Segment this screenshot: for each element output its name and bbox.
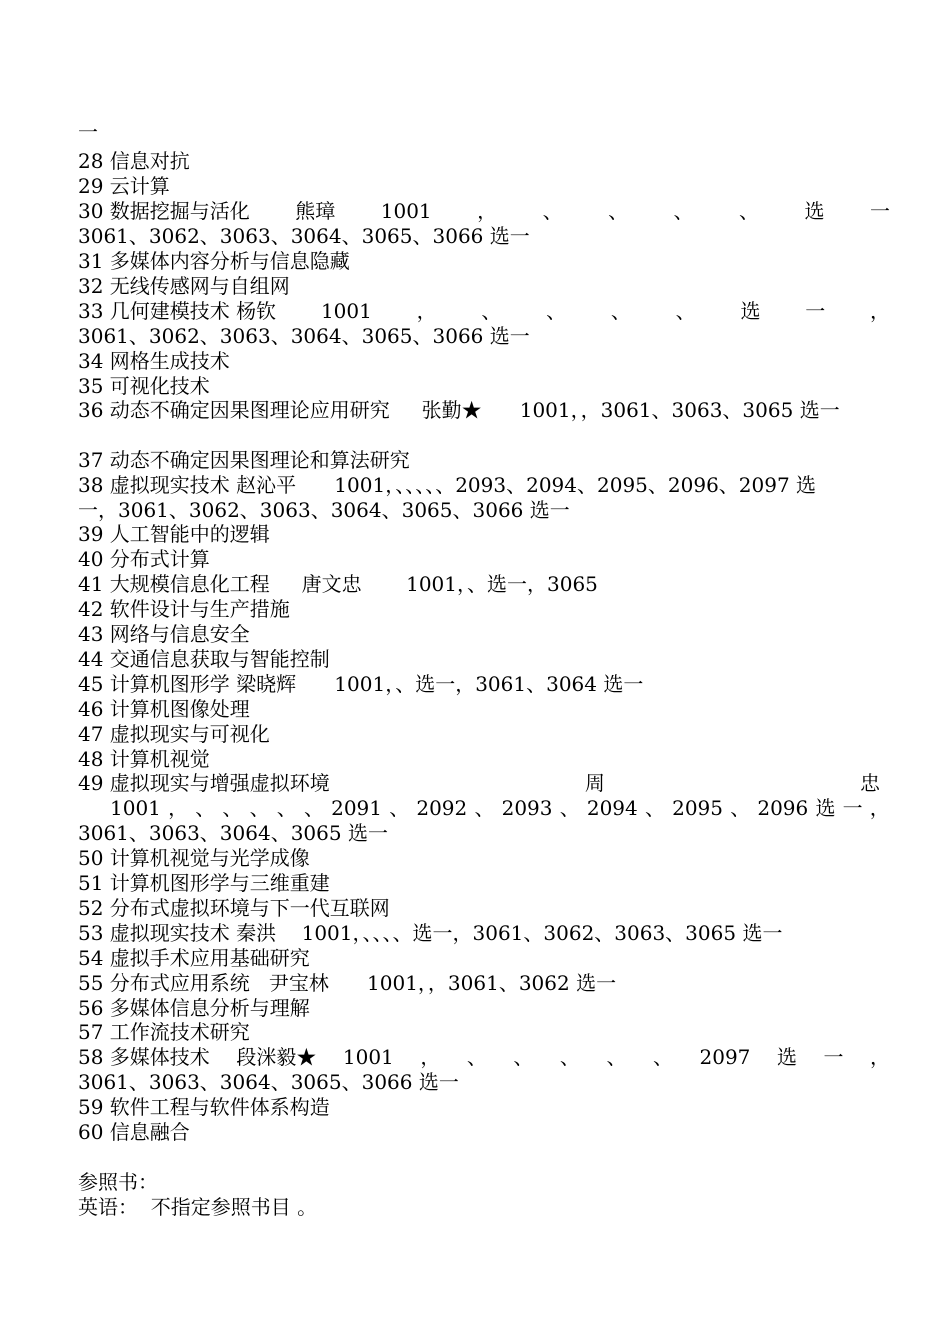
text-line: 29 云计算	[78, 174, 170, 198]
text-token: 选	[776, 1045, 797, 1069]
text-line: 57 工作流技术研究	[78, 1020, 250, 1044]
text-line: 3061、3062、3063、3064、3065、3066 选一	[78, 224, 530, 248]
text-token: 段洣毅★	[236, 1045, 317, 1069]
text-token: 、	[730, 796, 751, 820]
text-token: 、	[644, 796, 665, 820]
text-line: 60 信息融合	[78, 1120, 190, 1144]
text-token: 1001	[380, 199, 432, 223]
references-english: 英语： 不指定参照书目 。	[78, 1195, 318, 1219]
text-token: 选	[815, 796, 836, 820]
text-line: 37 动态不确定因果图理论和算法研究	[78, 448, 410, 472]
text-line: 56 多媒体信息分析与理解	[78, 996, 310, 1020]
text-token: 、	[608, 199, 629, 223]
text-token: ，	[477, 199, 498, 223]
text-token: 、	[606, 1045, 627, 1069]
text-token: 、	[559, 1045, 580, 1069]
text-token: 1001	[342, 1045, 394, 1069]
references-heading: 参照书：	[78, 1170, 158, 1194]
text-token: 一	[805, 299, 826, 323]
text-line: 32 无线传感网与自组网	[78, 274, 290, 298]
text-token: 、	[513, 1045, 534, 1069]
text-line: 44 交通信息获取与智能控制	[78, 647, 330, 671]
text-token: 、	[546, 299, 567, 323]
text-token: 、	[610, 299, 631, 323]
text-token: 一	[842, 796, 863, 820]
justified-line	[78, 1045, 890, 1070]
text-line: 42 软件设计与生产措施	[78, 597, 290, 621]
text-line: 36 动态不确定因果图理论应用研究 张勤★ 1001，，3061、3063、3065 选一	[78, 398, 840, 422]
text-token: 、	[474, 796, 495, 820]
text-token: ，	[416, 299, 437, 323]
justified-line	[110, 796, 890, 821]
text-token: ，	[420, 1045, 441, 1069]
justified-line	[78, 199, 890, 224]
text-line: 43 网络与信息安全	[78, 622, 250, 646]
text-line: 31 多媒体内容分析与信息隐藏	[78, 249, 350, 273]
text-token: 30 数据挖掘与活化	[78, 199, 250, 223]
text-token: 一	[869, 199, 890, 223]
text-token: 、	[276, 796, 297, 820]
text-line: 45 计算机图形学 梁晓辉 1001，、选一，3061、3064 选一	[78, 672, 644, 696]
text-line: 47 虚拟现实与可视化	[78, 722, 270, 746]
text-line: 34 网格生成技术	[78, 349, 230, 373]
text-token: 选	[804, 199, 825, 223]
text-token: 熊璋	[295, 199, 336, 223]
text-line: 一，3061、3062、3063、3064、3065、3066 选一	[78, 498, 570, 522]
text-token: 、	[542, 199, 563, 223]
text-line: 一	[78, 120, 98, 144]
text-line: 3061、3063、3064、3065、3066 选一	[78, 1070, 459, 1094]
text-token: 、	[481, 299, 502, 323]
text-token: 、	[222, 796, 243, 820]
text-token: 2097	[699, 1045, 751, 1069]
justified-line	[78, 299, 890, 324]
text-token: 、	[389, 796, 410, 820]
text-token: 、	[466, 1045, 487, 1069]
text-line: 39 人工智能中的逻辑	[78, 522, 270, 546]
text-token: 周	[584, 771, 605, 795]
text-token: ，	[869, 796, 890, 820]
text-line: 50 计算机视觉与光学成像	[78, 846, 310, 870]
text-token: 2093	[501, 796, 553, 820]
text-token: 、	[675, 299, 696, 323]
text-line: 53 虚拟现实技术 秦洪 1001，、、、、选一，3061、3062、3063、3065 选一	[78, 921, 783, 945]
text-token: 2091	[331, 796, 383, 820]
text-token: 2094	[586, 796, 638, 820]
text-line: 40 分布式计算	[78, 547, 210, 571]
text-token: 一	[823, 1045, 844, 1069]
text-line: 48 计算机视觉	[78, 747, 210, 771]
text-token: ，	[168, 796, 189, 820]
text-token: 1001	[320, 299, 372, 323]
text-line: 41 大规模信息化工程 唐文忠 1001，、选一，3065	[78, 572, 598, 596]
text-token: 、	[303, 796, 324, 820]
text-token: 49 虚拟现实与增强虚拟环境	[78, 771, 330, 795]
text-line: 46 计算机图像处理	[78, 697, 250, 721]
text-token: ，	[870, 1045, 890, 1069]
text-line: 3061、3063、3064、3065 选一	[78, 821, 388, 845]
text-token: 、	[652, 1045, 673, 1069]
text-token: 58 多媒体技术	[78, 1045, 210, 1069]
text-line: 55 分布式应用系统 尹宝林 1001，，3061、3062 选一	[78, 971, 617, 995]
text-line: 35 可视化技术	[78, 374, 210, 398]
text-token: 1001	[110, 796, 161, 820]
text-line: 3061、3062、3063、3064、3065、3066 选一	[78, 324, 530, 348]
text-token: 选	[740, 299, 761, 323]
text-token: ，	[869, 299, 890, 323]
text-token: 2096	[757, 796, 809, 820]
text-line: 51 计算机图形学与三维重建	[78, 871, 330, 895]
text-token: 、	[249, 796, 270, 820]
text-token: 忠	[860, 771, 880, 795]
text-token: 、	[559, 796, 580, 820]
text-token: 33 几何建模技术 杨钦	[78, 299, 277, 323]
text-line: 28 信息对抗	[78, 149, 190, 173]
text-token: 2095	[672, 796, 724, 820]
text-token: 、	[739, 199, 759, 223]
text-line: 59 软件工程与软件体系构造	[78, 1095, 330, 1119]
text-line: 54 虚拟手术应用基础研究	[78, 946, 310, 970]
text-line: 52 分布式虚拟环境与下一代互联网	[78, 896, 390, 920]
text-token: 2092	[416, 796, 468, 820]
text-token: 、	[195, 796, 216, 820]
justified-line	[78, 771, 880, 796]
text-token: 、	[673, 199, 694, 223]
text-line: 38 虚拟现实技术 赵沁平 1001，、、、、、2093、2094、2095、2096、2097 选	[78, 473, 817, 497]
